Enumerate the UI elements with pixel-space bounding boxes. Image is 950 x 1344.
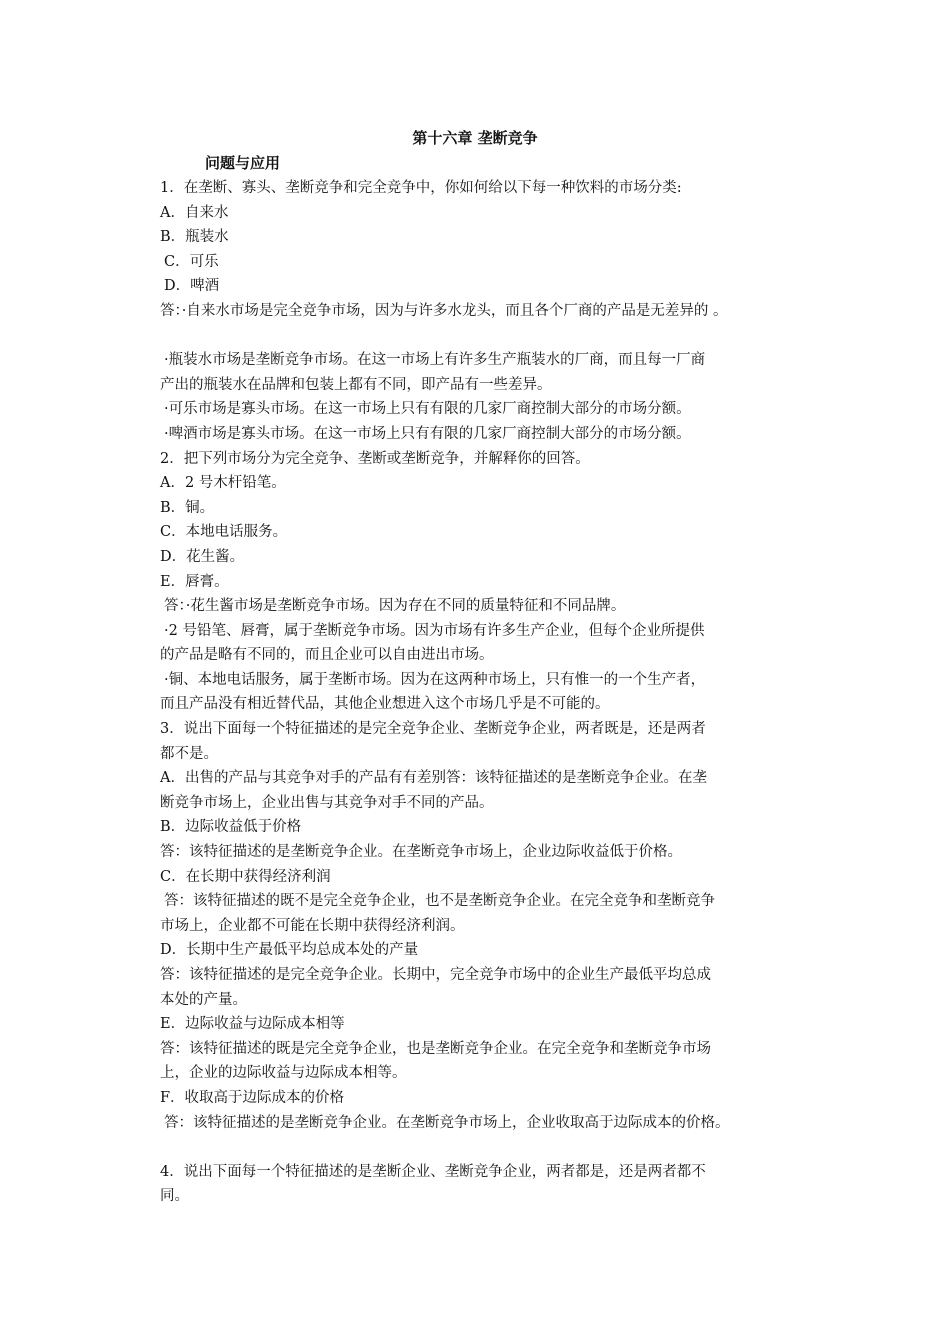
text-line: 产出的瓶装水在品牌和包装上都有不同，即产品有一些差异。 — [160, 376, 552, 393]
text-line: ·瓶装水市场是垄断竞争市场。在这一市场上有许多生产瓶装水的厂商，而且每一厂商 — [164, 352, 706, 369]
text-line: B．瓶装水 — [160, 229, 229, 246]
text-line: 答：该特征描述的是完全竞争企业。长期中，完全竞争市场中的企业生产最低平均总成 — [160, 967, 711, 983]
text-line: D．啤酒 — [164, 278, 220, 295]
text-line: ·铜、本地电话服务，属于垄断市场。因为在这两种市场上，只有惟一的一个生产者， — [164, 671, 706, 688]
text-line: 4．说出下面每一个特征描述的是垄断企业、垄断竞争企业，两者都是，还是两者都不 — [160, 1163, 706, 1180]
text-line: A．2 号木杆铅笔。 — [160, 475, 286, 492]
text-line: 2．把下列市场分为完全竞争、垄断或垄断竞争，并解释你的回答。 — [160, 450, 590, 467]
chapter-title: 第十六章 垄断竞争 — [412, 129, 538, 147]
text-line: E．边际收益与边际成本相等 — [160, 1016, 345, 1033]
text-line: A．出售的产品与其竞争对手的产品有有差别答：该特征描述的是垄断竞争企业。在垄 — [160, 770, 707, 787]
text-line: 上，企业的边际收益与边际成本相等。 — [160, 1065, 407, 1082]
blank-line — [160, 1135, 820, 1160]
text-line: C．本地电话服务。 — [160, 524, 288, 541]
text-line: 市场上，企业都不可能在长期中获得经济利润。 — [160, 917, 465, 934]
text-line: D．花生酱。 — [160, 548, 245, 565]
text-line: 而且产品没有相近替代品，其他企业想进入这个市场几乎是不可能的。 — [160, 696, 610, 713]
text-line: 断竞争市场上，企业出售与其竞争对手不同的产品。 — [160, 794, 494, 811]
text-line: B．铜。 — [160, 499, 215, 516]
text-line: 1．在垄断、寡头、垄断竞争和完全竞争中，你如何给以下每一种饮料的市场分类: — [160, 180, 682, 196]
text-line: 3．说出下面每一个特征描述的是完全竞争企业、垄断竞争企业，两者既是，还是两者 — [160, 721, 706, 738]
text-line: 本处的产量。 — [160, 991, 247, 1008]
text-line: A．自来水 — [160, 204, 229, 221]
text-line: ·啤酒市场是寡头市场。在这一市场上只有有限的几家厂商控制大部分的市场分额。 — [164, 425, 691, 442]
text-line: 答：·花生酱市场是垄断竞争市场。因为存在不同的质量特征和不同品牌。 — [164, 598, 626, 615]
text-line: E．唇膏。 — [160, 573, 229, 590]
text-line: 答：·自来水市场是完全竞争市场，因为与许多水龙头，而且各个厂商的产品是无差异的 。 — [160, 302, 728, 319]
text-line: ·2 号铅笔、唇膏，属于垄断竞争市场。因为市场有许多生产企业，但每个企业所提供 — [164, 622, 705, 639]
text-line: F．收取高于边际成本的价格 — [160, 1089, 345, 1106]
text-line: 同。 — [160, 1188, 189, 1205]
text-line: 的产品是略有不同的，而且企业可以自由进出市场。 — [160, 647, 494, 664]
text-line: 答：该特征描述的既是完全竞争企业，也是垄断竞争企业。在完全竞争和垄断竞争市场 — [160, 1040, 711, 1057]
text-line: 都不是。 — [160, 745, 218, 762]
section-heading: 问题与应用 — [205, 154, 281, 172]
text-line: ·可乐市场是寡头市场。在这一市场上只有有限的几家厂商控制大部分的市场分额。 — [164, 401, 691, 418]
document-body — [160, 176, 820, 1209]
blank-line — [160, 324, 820, 349]
text-line: C．在长期中获得经济利润 — [160, 868, 331, 885]
text-line: D．长期中生产最低平均总成本处的产量 — [160, 942, 419, 959]
text-line: B．边际收益低于价格 — [160, 819, 302, 836]
text-line: C．可乐 — [164, 253, 219, 270]
text-line: 答：该特征描述的既不是完全竞争企业，也不是垄断竞争企业。在完全竞争和垄断竞争 — [164, 893, 715, 910]
text-line: 答：该特征描述的是垄断竞争企业。在垄断竞争市场上，企业收取高于边际成本的价格。 — [164, 1114, 730, 1131]
text-line: 答：该特征描述的是垄断竞争企业。在垄断竞争市场上，企业边际收益低于价格。 — [160, 844, 682, 861]
